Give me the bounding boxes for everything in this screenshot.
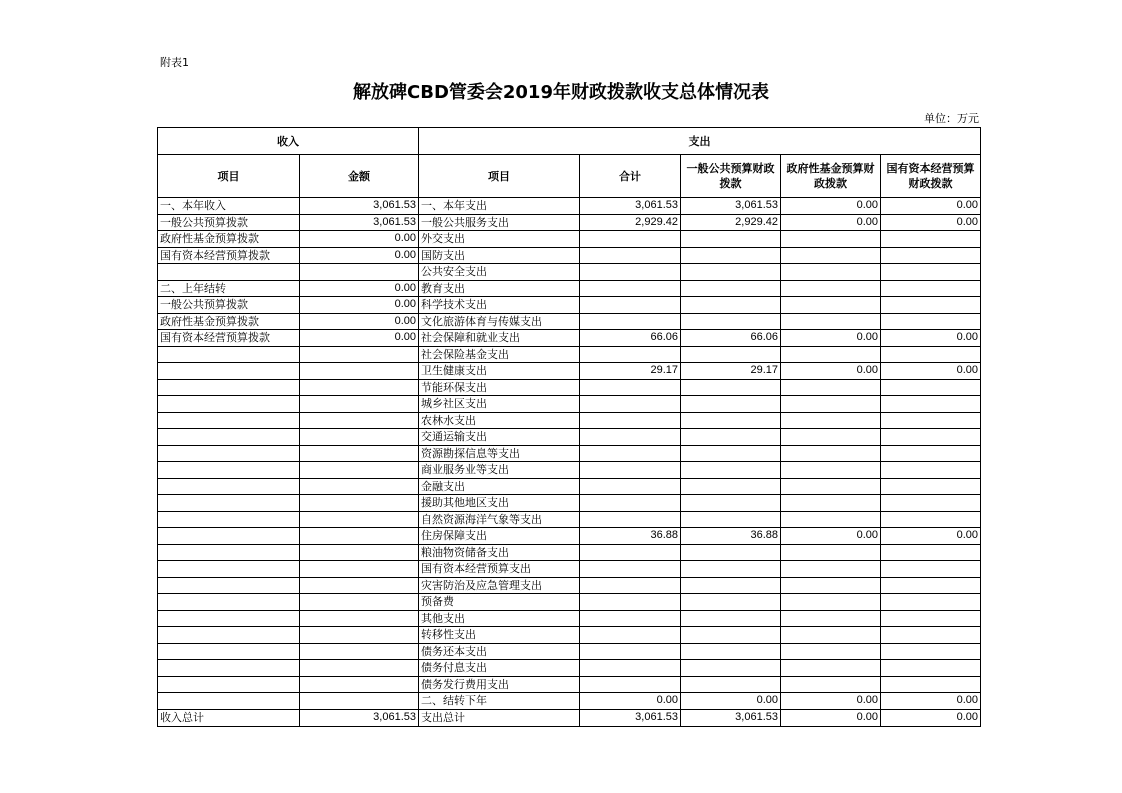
expense-total-cell bbox=[580, 231, 681, 248]
expense-total-cell bbox=[580, 511, 681, 528]
expense-state-cell bbox=[881, 561, 981, 578]
expense-total-cell bbox=[580, 594, 681, 611]
income-item-cell: 一、本年收入 bbox=[158, 198, 300, 215]
income-amount-cell: 0.00 bbox=[300, 247, 419, 264]
table-row bbox=[158, 495, 981, 512]
income-amount-cell bbox=[300, 643, 419, 660]
expense-fund-cell bbox=[781, 577, 881, 594]
expense-state-cell bbox=[881, 495, 981, 512]
expense-general-cell bbox=[681, 495, 781, 512]
income-amount-cell bbox=[300, 577, 419, 594]
table-row bbox=[158, 346, 981, 363]
table-row bbox=[158, 396, 981, 413]
income-amount-cell bbox=[300, 346, 419, 363]
header-row-section bbox=[158, 128, 981, 155]
expense-general-cell: 2,929.42 bbox=[681, 214, 781, 231]
expense-item-cell: 科学技术支出 bbox=[419, 297, 580, 314]
table-row bbox=[158, 511, 981, 528]
income-item-cell bbox=[158, 693, 300, 710]
expense-item-cell: 国有资本经营预算支出 bbox=[419, 561, 580, 578]
expense-state-cell bbox=[881, 396, 981, 413]
table-row bbox=[158, 544, 981, 561]
income-amount-cell: 3,061.53 bbox=[300, 214, 419, 231]
table-row bbox=[158, 363, 981, 380]
income-item-cell bbox=[158, 660, 300, 677]
expense-general-cell bbox=[681, 627, 781, 644]
income-item-cell bbox=[158, 676, 300, 693]
appendix-label: 附表1 bbox=[160, 56, 189, 69]
income-item-cell bbox=[158, 511, 300, 528]
expense-general-cell: 29.17 bbox=[681, 363, 781, 380]
income-item-cell bbox=[158, 264, 300, 281]
expense-general-cell bbox=[681, 561, 781, 578]
expense-total-cell bbox=[580, 495, 681, 512]
income-item-cell bbox=[158, 594, 300, 611]
expense-item-cell: 二、结转下年 bbox=[419, 693, 580, 710]
expense-state-cell bbox=[881, 676, 981, 693]
expense-fund-cell: 0.00 bbox=[781, 693, 881, 710]
expense-fund-cell: 0.00 bbox=[781, 198, 881, 215]
expense-general-cell: 0.00 bbox=[681, 693, 781, 710]
expense-state-cell bbox=[881, 577, 981, 594]
expense-item-cell: 一般公共服务支出 bbox=[419, 214, 580, 231]
expense-general-cell bbox=[681, 577, 781, 594]
expense-header: 支出 bbox=[419, 128, 981, 155]
expense-general-cell bbox=[681, 643, 781, 660]
income-amount-cell: 3,061.53 bbox=[300, 198, 419, 215]
unit-label: 单位：万元 bbox=[924, 112, 979, 125]
expense-total-cell bbox=[580, 297, 681, 314]
expense-item-cell: 商业服务业等支出 bbox=[419, 462, 580, 479]
table-row bbox=[158, 231, 981, 248]
income-item-cell bbox=[158, 577, 300, 594]
expense-state-cell bbox=[881, 280, 981, 297]
expense-state-cell bbox=[881, 462, 981, 479]
expense-item-cell: 城乡社区支出 bbox=[419, 396, 580, 413]
table-row bbox=[158, 330, 981, 347]
expense-total-label: 支出总计 bbox=[419, 709, 580, 726]
income-item-cell: 政府性基金预算拨款 bbox=[158, 313, 300, 330]
income-item-cell bbox=[158, 627, 300, 644]
expense-fund-cell bbox=[781, 313, 881, 330]
income-item-cell: 二、上年结转 bbox=[158, 280, 300, 297]
expense-item-cell: 文化旅游体育与传媒支出 bbox=[419, 313, 580, 330]
expense-total-cell bbox=[580, 412, 681, 429]
table-row bbox=[158, 462, 981, 479]
expense-item-cell: 预备费 bbox=[419, 594, 580, 611]
expense-general-cell bbox=[681, 280, 781, 297]
expense-fund-cell: 0.00 bbox=[781, 528, 881, 545]
income-amount-cell bbox=[300, 676, 419, 693]
expense-fund-cell bbox=[781, 445, 881, 462]
expense-item-cell: 社会保险基金支出 bbox=[419, 346, 580, 363]
expense-general-cell bbox=[681, 412, 781, 429]
expense-fund-cell bbox=[781, 561, 881, 578]
expense-state-cell bbox=[881, 478, 981, 495]
expense-state-cell bbox=[881, 544, 981, 561]
expense-total-cell: 29.17 bbox=[580, 363, 681, 380]
expense-item-cell: 卫生健康支出 bbox=[419, 363, 580, 380]
expense-item-cell: 金融支出 bbox=[419, 478, 580, 495]
income-item-cell bbox=[158, 528, 300, 545]
col-expense-item: 项目 bbox=[419, 155, 580, 198]
expense-total-cell: 3,061.53 bbox=[580, 198, 681, 215]
expense-general-cell bbox=[681, 544, 781, 561]
expense-fund-cell bbox=[781, 594, 881, 611]
expense-total-sum: 3,061.53 bbox=[580, 709, 681, 726]
expense-item-cell: 公共安全支出 bbox=[419, 264, 580, 281]
expense-fund-cell: 0.00 bbox=[781, 363, 881, 380]
table-row bbox=[158, 297, 981, 314]
expense-item-cell: 转移性支出 bbox=[419, 627, 580, 644]
table-row bbox=[158, 214, 981, 231]
expense-state-cell bbox=[881, 297, 981, 314]
table-row bbox=[158, 577, 981, 594]
expense-item-cell: 资源勘探信息等支出 bbox=[419, 445, 580, 462]
expense-state-cell bbox=[881, 264, 981, 281]
expense-fund-cell: 0.00 bbox=[781, 330, 881, 347]
income-item-cell bbox=[158, 412, 300, 429]
expense-general-cell bbox=[681, 462, 781, 479]
expense-item-cell: 债务发行费用支出 bbox=[419, 676, 580, 693]
expense-total-cell bbox=[580, 379, 681, 396]
income-item-cell bbox=[158, 429, 300, 446]
income-amount-cell bbox=[300, 462, 419, 479]
table-body bbox=[158, 198, 981, 710]
table-row bbox=[158, 445, 981, 462]
table-row bbox=[158, 247, 981, 264]
expense-item-cell: 住房保障支出 bbox=[419, 528, 580, 545]
expense-fund-cell bbox=[781, 231, 881, 248]
income-item-cell bbox=[158, 495, 300, 512]
income-item-cell bbox=[158, 363, 300, 380]
expense-fund-cell bbox=[781, 495, 881, 512]
income-amount-cell bbox=[300, 627, 419, 644]
income-amount-cell bbox=[300, 379, 419, 396]
expense-fund-cell bbox=[781, 511, 881, 528]
expense-total-cell: 36.88 bbox=[580, 528, 681, 545]
income-item-cell bbox=[158, 346, 300, 363]
expense-fund-cell bbox=[781, 478, 881, 495]
header-row-columns bbox=[158, 155, 981, 198]
expense-state-cell bbox=[881, 346, 981, 363]
table-row bbox=[158, 198, 981, 215]
income-item-cell bbox=[158, 396, 300, 413]
table-row bbox=[158, 610, 981, 627]
expense-total-cell bbox=[580, 313, 681, 330]
income-item-cell: 政府性基金预算拨款 bbox=[158, 231, 300, 248]
expense-general-cell bbox=[681, 594, 781, 611]
totals-row bbox=[158, 709, 981, 726]
expense-total-cell bbox=[580, 610, 681, 627]
expense-fund-cell bbox=[781, 297, 881, 314]
expense-fund-cell bbox=[781, 429, 881, 446]
expense-general-cell bbox=[681, 313, 781, 330]
expense-total-cell: 2,929.42 bbox=[580, 214, 681, 231]
income-header: 收入 bbox=[158, 128, 419, 155]
table-row bbox=[158, 478, 981, 495]
income-amount-cell bbox=[300, 478, 419, 495]
income-item-cell: 一般公共预算拨款 bbox=[158, 214, 300, 231]
table-row bbox=[158, 693, 981, 710]
expense-state-cell bbox=[881, 231, 981, 248]
expense-state-cell bbox=[881, 429, 981, 446]
income-item-cell bbox=[158, 462, 300, 479]
expense-item-cell: 教育支出 bbox=[419, 280, 580, 297]
expense-state-cell bbox=[881, 643, 981, 660]
expense-total-cell bbox=[580, 544, 681, 561]
expense-total-cell bbox=[580, 429, 681, 446]
income-amount-cell bbox=[300, 561, 419, 578]
expense-item-cell: 农林水支出 bbox=[419, 412, 580, 429]
expense-total-fund: 0.00 bbox=[781, 709, 881, 726]
expense-total-cell bbox=[580, 280, 681, 297]
income-total-amount: 3,061.53 bbox=[300, 709, 419, 726]
expense-total-cell bbox=[580, 478, 681, 495]
income-item-cell bbox=[158, 445, 300, 462]
expense-general-cell bbox=[681, 396, 781, 413]
expense-total-cell: 0.00 bbox=[580, 693, 681, 710]
expense-state-cell bbox=[881, 511, 981, 528]
income-amount-cell bbox=[300, 511, 419, 528]
expense-item-cell: 其他支出 bbox=[419, 610, 580, 627]
expense-fund-cell bbox=[781, 660, 881, 677]
table-row bbox=[158, 313, 981, 330]
expense-total-cell bbox=[580, 445, 681, 462]
expense-general-cell bbox=[681, 346, 781, 363]
expense-general-cell bbox=[681, 231, 781, 248]
table-row bbox=[158, 528, 981, 545]
expense-item-cell: 外交支出 bbox=[419, 231, 580, 248]
table-row bbox=[158, 412, 981, 429]
expense-general-cell bbox=[681, 247, 781, 264]
table-row bbox=[158, 264, 981, 281]
expense-fund-cell bbox=[781, 676, 881, 693]
expense-state-cell bbox=[881, 660, 981, 677]
income-amount-cell bbox=[300, 363, 419, 380]
expense-item-cell: 交通运输支出 bbox=[419, 429, 580, 446]
expense-general-cell bbox=[681, 676, 781, 693]
table-row bbox=[158, 676, 981, 693]
income-item-cell bbox=[158, 544, 300, 561]
income-total-label: 收入总计 bbox=[158, 709, 300, 726]
income-amount-cell bbox=[300, 594, 419, 611]
table-row bbox=[158, 561, 981, 578]
expense-total-cell bbox=[580, 462, 681, 479]
expense-general-cell bbox=[681, 478, 781, 495]
expense-state-cell: 0.00 bbox=[881, 214, 981, 231]
income-item-cell bbox=[158, 610, 300, 627]
income-amount-cell bbox=[300, 396, 419, 413]
expense-total-general: 3,061.53 bbox=[681, 709, 781, 726]
expense-general-cell: 3,061.53 bbox=[681, 198, 781, 215]
expense-item-cell: 一、本年支出 bbox=[419, 198, 580, 215]
table-row bbox=[158, 429, 981, 446]
income-amount-cell bbox=[300, 610, 419, 627]
expense-state-cell: 0.00 bbox=[881, 693, 981, 710]
expense-general-cell bbox=[681, 264, 781, 281]
income-item-cell: 国有资本经营预算拨款 bbox=[158, 247, 300, 264]
expense-fund-cell bbox=[781, 379, 881, 396]
expense-item-cell: 债务付息支出 bbox=[419, 660, 580, 677]
expense-total-cell bbox=[580, 577, 681, 594]
expense-state-cell bbox=[881, 445, 981, 462]
page-title: 解放碑CBD管委会2019年财政拨款收支总体情况表 bbox=[353, 82, 769, 103]
income-amount-cell bbox=[300, 412, 419, 429]
income-amount-cell bbox=[300, 495, 419, 512]
table-row bbox=[158, 643, 981, 660]
income-amount-cell bbox=[300, 693, 419, 710]
expense-fund-cell bbox=[781, 643, 881, 660]
expense-general-cell bbox=[681, 511, 781, 528]
income-amount-cell: 0.00 bbox=[300, 313, 419, 330]
income-amount-cell: 0.00 bbox=[300, 330, 419, 347]
expense-fund-cell bbox=[781, 627, 881, 644]
expense-fund-cell bbox=[781, 396, 881, 413]
expense-fund-cell bbox=[781, 412, 881, 429]
expense-total-cell bbox=[580, 643, 681, 660]
table-row bbox=[158, 627, 981, 644]
income-item-cell: 国有资本经营预算拨款 bbox=[158, 330, 300, 347]
expense-item-cell: 国防支出 bbox=[419, 247, 580, 264]
col-total: 合计 bbox=[580, 155, 681, 198]
income-item-cell: 一般公共预算拨款 bbox=[158, 297, 300, 314]
expense-state-cell bbox=[881, 594, 981, 611]
col-income-amount: 金额 bbox=[300, 155, 419, 198]
col-fund-budget: 政府性基金预算财政拨款 bbox=[781, 155, 881, 198]
income-amount-cell bbox=[300, 660, 419, 677]
income-amount-cell: 0.00 bbox=[300, 280, 419, 297]
expense-general-cell bbox=[681, 429, 781, 446]
col-general-budget: 一般公共预算财政拨款 bbox=[681, 155, 781, 198]
expense-general-cell bbox=[681, 445, 781, 462]
income-item-cell bbox=[158, 561, 300, 578]
expense-total-cell bbox=[580, 561, 681, 578]
expense-fund-cell bbox=[781, 462, 881, 479]
income-amount-cell bbox=[300, 528, 419, 545]
expense-total-cell bbox=[580, 396, 681, 413]
expense-general-cell bbox=[681, 660, 781, 677]
expense-fund-cell bbox=[781, 280, 881, 297]
expense-state-cell: 0.00 bbox=[881, 363, 981, 380]
expense-fund-cell: 0.00 bbox=[781, 214, 881, 231]
expense-total-cell bbox=[580, 660, 681, 677]
expense-state-cell: 0.00 bbox=[881, 330, 981, 347]
income-amount-cell bbox=[300, 429, 419, 446]
col-income-item: 项目 bbox=[158, 155, 300, 198]
expense-state-cell bbox=[881, 247, 981, 264]
expense-state-cell bbox=[881, 313, 981, 330]
expense-general-cell bbox=[681, 297, 781, 314]
expense-fund-cell bbox=[781, 346, 881, 363]
income-amount-cell bbox=[300, 544, 419, 561]
expense-fund-cell bbox=[781, 264, 881, 281]
expense-state-cell bbox=[881, 379, 981, 396]
income-amount-cell: 0.00 bbox=[300, 297, 419, 314]
expense-item-cell: 灾害防治及应急管理支出 bbox=[419, 577, 580, 594]
income-amount-cell bbox=[300, 445, 419, 462]
income-item-cell bbox=[158, 478, 300, 495]
expense-item-cell: 节能环保支出 bbox=[419, 379, 580, 396]
expense-state-cell: 0.00 bbox=[881, 198, 981, 215]
table-row bbox=[158, 280, 981, 297]
income-item-cell bbox=[158, 643, 300, 660]
expense-item-cell: 自然资源海洋气象等支出 bbox=[419, 511, 580, 528]
expense-general-cell: 66.06 bbox=[681, 330, 781, 347]
income-amount-cell bbox=[300, 264, 419, 281]
expense-state-cell bbox=[881, 627, 981, 644]
table-row bbox=[158, 594, 981, 611]
expense-total-cell: 66.06 bbox=[580, 330, 681, 347]
expense-state-cell bbox=[881, 610, 981, 627]
expense-total-cell bbox=[580, 247, 681, 264]
income-item-cell bbox=[158, 379, 300, 396]
expense-item-cell: 社会保障和就业支出 bbox=[419, 330, 580, 347]
table-row bbox=[158, 660, 981, 677]
expense-total-cell bbox=[580, 264, 681, 281]
expense-fund-cell bbox=[781, 544, 881, 561]
expense-state-cell bbox=[881, 412, 981, 429]
expense-item-cell: 援助其他地区支出 bbox=[419, 495, 580, 512]
expense-total-cell bbox=[580, 676, 681, 693]
expense-total-cell bbox=[580, 627, 681, 644]
budget-table bbox=[157, 127, 981, 727]
col-state-capital: 国有资本经营预算财政拨款 bbox=[881, 155, 981, 198]
expense-general-cell bbox=[681, 379, 781, 396]
income-amount-cell: 0.00 bbox=[300, 231, 419, 248]
table-row bbox=[158, 379, 981, 396]
expense-general-cell: 36.88 bbox=[681, 528, 781, 545]
expense-fund-cell bbox=[781, 610, 881, 627]
expense-state-cell: 0.00 bbox=[881, 528, 981, 545]
expense-fund-cell bbox=[781, 247, 881, 264]
expense-item-cell: 粮油物资储备支出 bbox=[419, 544, 580, 561]
expense-general-cell bbox=[681, 610, 781, 627]
expense-total-cell bbox=[580, 346, 681, 363]
expense-total-state: 0.00 bbox=[881, 709, 981, 726]
expense-item-cell: 债务还本支出 bbox=[419, 643, 580, 660]
